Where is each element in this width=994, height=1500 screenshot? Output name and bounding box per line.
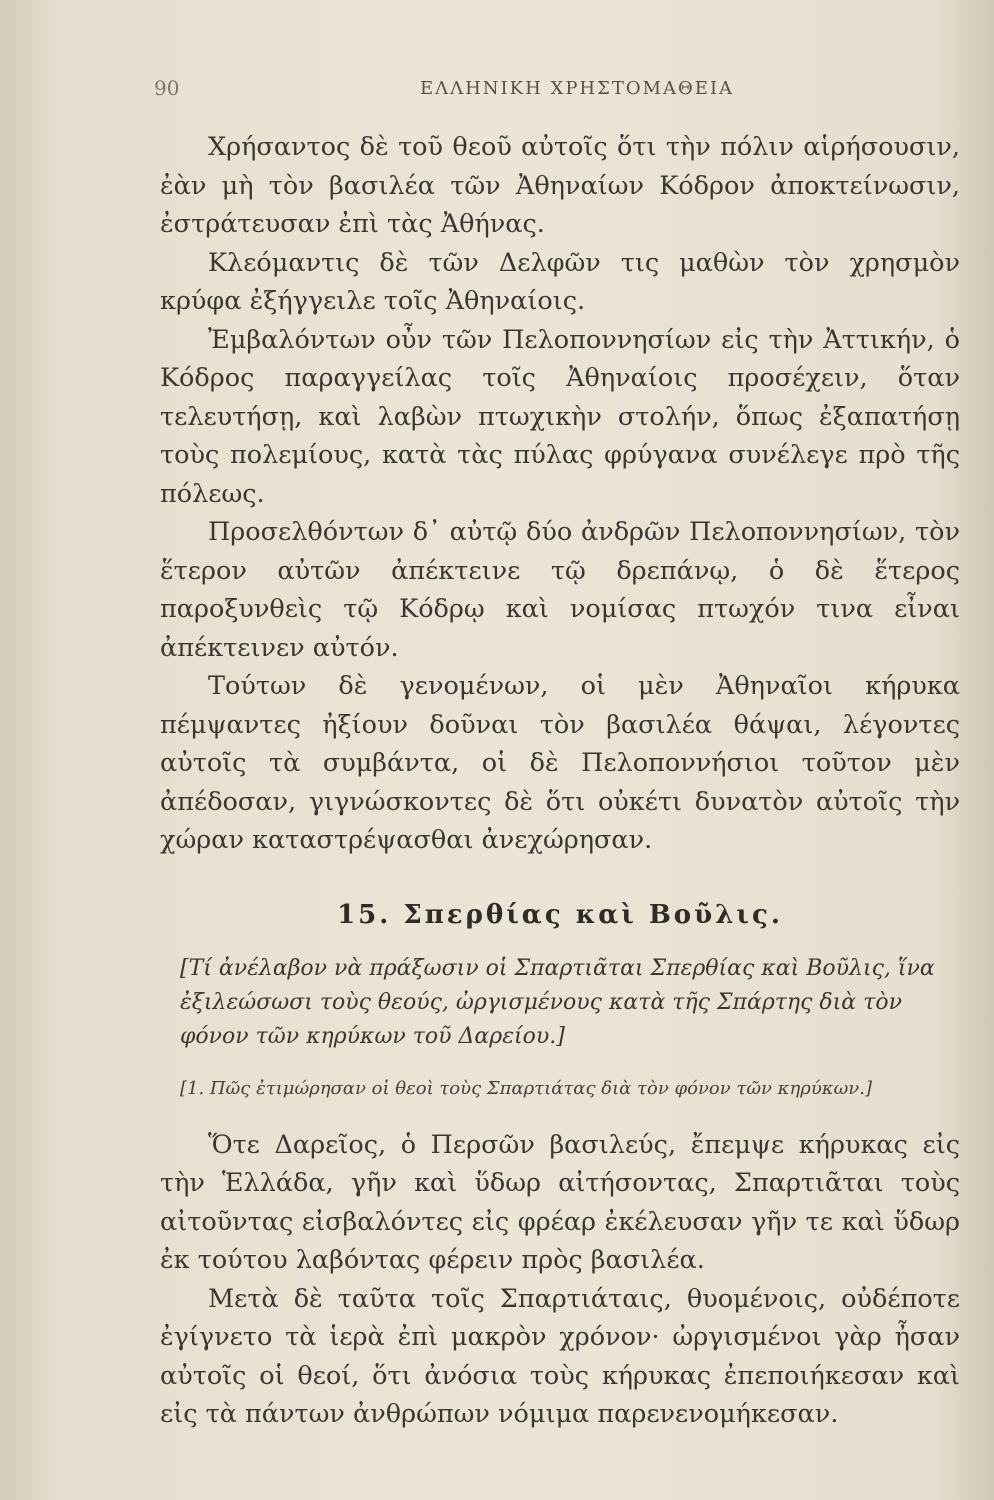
- paragraph: Κλεόμαντις δὲ τῶν Δελφῶν τις μαθὼν τὸν χρησμὸν κρύφα ἐξήγγειλε τοῖς Ἀθηναίοις.: [160, 247, 960, 316]
- paragraph: Ἐμβαλόντων οὖν τῶν Πελοποννησίων εἰς τὴν Ἀττικήν, ὁ Κόδρος παραγγείλας τοῖς Ἀθηναίοις προσέχειν, ὅταν τελευτήσῃ, καὶ λαβὼν πτωχικὴν στολήν, ὅπως ἐξαπατήσῃ τοὺς πολεμίους, κατὰ τὰς πύλας φρύγανα συνέλεγε πρὸ τῆς πόλεως.: [160, 324, 960, 509]
- section-title: 15. Σπερθίας καὶ Βοῦλις.: [337, 899, 783, 930]
- paragraph: Ὅτε Δαρεῖος, ὁ Περσῶν βασιλεύς, ἔπεμψε κήρυκας εἰς τὴν Ἑλλάδα, γῆν καὶ ὕδωρ αἰτήσοντας, Σπαρτιᾶται τοὺς αἰτοῦντας εἰσβαλόντες εἰς φρέαρ ἐκέλευσαν γῆν τε καὶ ὕδωρ ἐκ τούτου λαβόντας φέρειν πρὸς βασιλέα.: [160, 1129, 960, 1275]
- paragraph: Προσελθόντων δ᾽ αὐτῷ δύο ἀνδρῶν Πελοποννησίων, τὸν ἕτερον αὐτῶν ἀπέκτεινε τῷ δρεπάνῳ, ὁ δὲ ἕτερος παροξυνθεὶς τῷ Κόδρῳ καὶ νομίσας πτωχόν τινα εἶναι ἀπέκτεινεν αὐτόν.: [160, 517, 960, 663]
- page-header: [0, 76, 994, 106]
- page-number: 90: [154, 76, 180, 100]
- section-question: [1. Πῶς ἐτιμώρησαν οἱ θεοὶ τοὺς Σπαρτιάτας διὰ τὸν φόνον τῶν κηρύκων.]: [180, 1077, 872, 1099]
- running-title: ΕΛΛΗΝΙΚΗ ΧΡΗΣΤΟΜΑΘΕΙΑ: [419, 78, 735, 99]
- section-summary: [Τί ἀνέλαβον νὰ πράξωσιν οἱ Σπαρτιᾶται Σπερθίας καὶ Βοῦλις, ἵνα ἐξιλεώσωσι τοὺς θεούς, ὠργισμένους κατὰ τῆς Σπάρτης διὰ τὸν φόνον τῶν κηρύκων τοῦ Δαρείου.]: [180, 955, 935, 1049]
- paragraph: Χρήσαντος δὲ τοῦ θεοῦ αὐτοῖς ὅτι τὴν πόλιν αἱρήσουσιν, ἐὰν μὴ τὸν βασιλέα τῶν Ἀθηναίων Κόδρον ἀποκτείνωσιν, ἐστράτευσαν ἐπὶ τὰς Ἀθήνας.: [160, 132, 960, 239]
- page-content: [160, 128, 960, 1434]
- paragraph: Τούτων δὲ γενομένων, οἱ μὲν Ἀθηναῖοι κήρυκα πέμψαντες ἠξίουν δοῦναι τὸν βασιλέα θάψαι, λέγοντες αὐτοῖς τὰ συμβάντα, οἱ δὲ Πελοποννήσιοι τοῦτον μὲν ἀπέδοσαν, γιγνώσκοντες δὲ ὅτι οὐκέτι δυνατὸν αὐτοῖς τὴν χώραν καταστρέψασθαι ἀνεχώρησαν.: [160, 671, 960, 855]
- paragraph: Μετὰ δὲ ταῦτα τοῖς Σπαρτιάταις, θυομένοις, οὐδέποτε ἐγίγνετο τὰ ἱερὰ ἐπὶ μακρὸν χρόνον· ὠργισμένοι γὰρ ἦσαν αὐτοῖς οἱ θεοί, ὅτι ἀνόσια τοὺς κήρυκας ἐπεποιήκεσαν καὶ εἰς τὰ πάντων ἀνθρώπων νόμιμα παρενενομήκεσαν.: [160, 1283, 960, 1429]
